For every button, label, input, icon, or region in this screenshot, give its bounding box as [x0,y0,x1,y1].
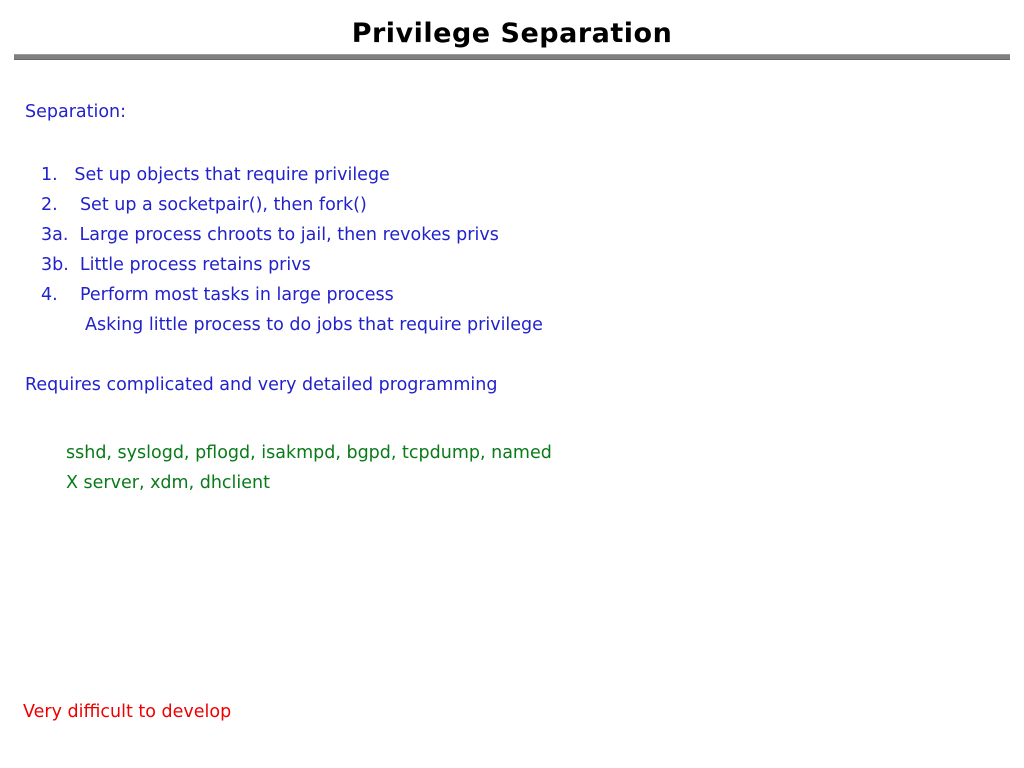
list-item: sshd, syslogd, pflogd, isakmpd, bgpd, tcpdump, named [66,443,552,463]
list-item: X server, xdm, dhclient [66,473,270,493]
list-item: 2. Set up a socketpair(), then fork() [41,195,367,215]
steps-list [41,160,543,340]
footer-note: Very difficult to develop [23,702,232,722]
title-divider [14,54,1010,60]
list-item: 1. Set up objects that require privilege [41,165,390,185]
list-item: 3a. Large process chroots to jail, then revokes privs [41,225,499,245]
list-item: 4. Perform most tasks in large process [41,285,394,305]
programs-list [66,438,552,498]
page-title: Privilege Separation [351,18,673,49]
section-heading: Separation: [25,102,127,122]
requires-note: Requires complicated and very detailed programming [25,375,498,395]
list-item: 3b. Little process retains privs [41,255,311,275]
list-item-continuation: Asking little process to do jobs that require privilege [85,315,543,335]
